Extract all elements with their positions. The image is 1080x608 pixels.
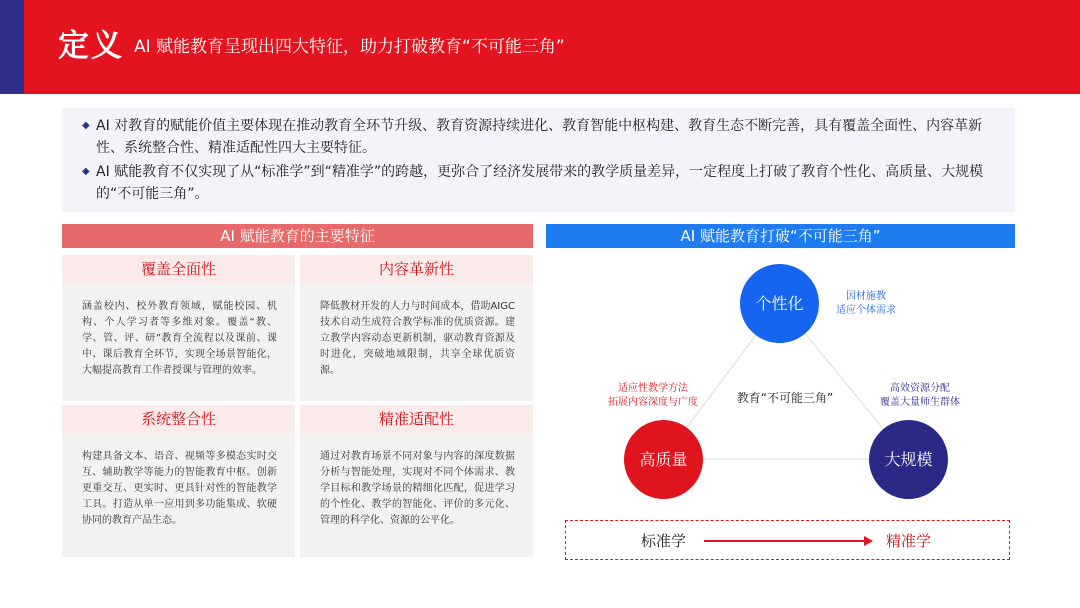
note-large-scale: 高效资源分配 覆盖大量师生群体 [880,383,960,408]
feature-card-title: 精准适配性 [300,405,533,433]
summary-box [62,108,1015,212]
features-section-title: AI 赋能教育的主要特征 [62,224,533,248]
feature-card-body: 涵盖校内、校外教育领域，赋能校园、机构、个人学习者等多维对象。覆盖“教、学、管、评、研”教育全流程以及课前、课中、课后教育全环节，实现全场景智能化，大幅提高教育工作者授课与管理的效率。 [82,301,277,376]
diamond-bullet-icon: ◆ [82,166,90,177]
note-personalization: 因材施教 适应个体需求 [836,291,896,316]
summary-bullet-text: AI 赋能教育不仅实现了从“标准学”到“精准学”的跨越，更弥合了经济发展带来的教学质量差异，一定程度上打破了教育个性化、高质量、大规模的“不可能三角”。 [96,164,984,202]
node-high-quality: 高质量 [624,420,703,499]
note-high-quality: 适应性教学方法 拓展内容深度与广度 [608,383,698,408]
feature-card-title: 覆盖全面性 [62,255,295,283]
flow-to-label: 精准学 [886,532,932,550]
node-personalization: 个性化 [740,264,819,343]
feature-card-precision [300,405,533,557]
summary-bullet [82,161,997,205]
flow-box [565,520,1010,560]
summary-bullet-text: AI 对教育的赋能价值主要体现在推动教育全环节升级、教育资源持续进化、教育智能中枢构建、教育生态不断完善，具有覆盖全面性、内容革新性、系统整合性、精准适配性四大主要特征。 [96,118,983,156]
arrow-right-icon [704,535,874,547]
feature-card-title: 内容革新性 [300,255,533,283]
feature-card-body: 降低教材开发的人力与时间成本，借助AIGC 技术自动生成符合教学标准的优质资源。建立教学内容动态更新机制，驱动教育资源及时进化，突破地域限制，共享全球优质资源。 [320,301,515,376]
header-accent-bar [0,0,24,94]
flow-from-label: 标准学 [641,532,687,550]
diamond-bullet-icon: ◆ [82,120,90,131]
page-title: 定义 [58,28,124,64]
feature-card-integration [62,405,295,557]
feature-card-body: 构建具备文本、语音、视频等多模态实时交互、辅助教学等能力的智能教育中枢。创新更重交互、更实时、更具针对性的智能教学工具。打造从单一应用到多功能集成、软硬协同的教育产品生态。 [82,451,277,526]
triangle-center-label: 教育“不可能三角” [736,391,834,405]
feature-card-title: 系统整合性 [62,405,295,433]
summary-bullet [82,115,997,159]
triangle-section-title: AI 赋能教育打破“不可能三角” [546,224,1015,248]
feature-card-coverage [62,255,295,401]
header-banner [0,0,1080,94]
page-subtitle: AI 赋能教育呈现出四大特征，助力打破教育“不可能三角” [134,37,565,57]
feature-card-innovation [300,255,533,401]
feature-card-body: 通过对教育场景不同对象与内容的深度数据分析与智能处理，实现对不同个体需求、教学目标和教学场景的精细化匹配，促进学习的个性化、教学的智能化、评价的多元化、管理的科学化、资源的公平化。 [320,451,515,526]
node-large-scale: 大规模 [869,420,948,499]
